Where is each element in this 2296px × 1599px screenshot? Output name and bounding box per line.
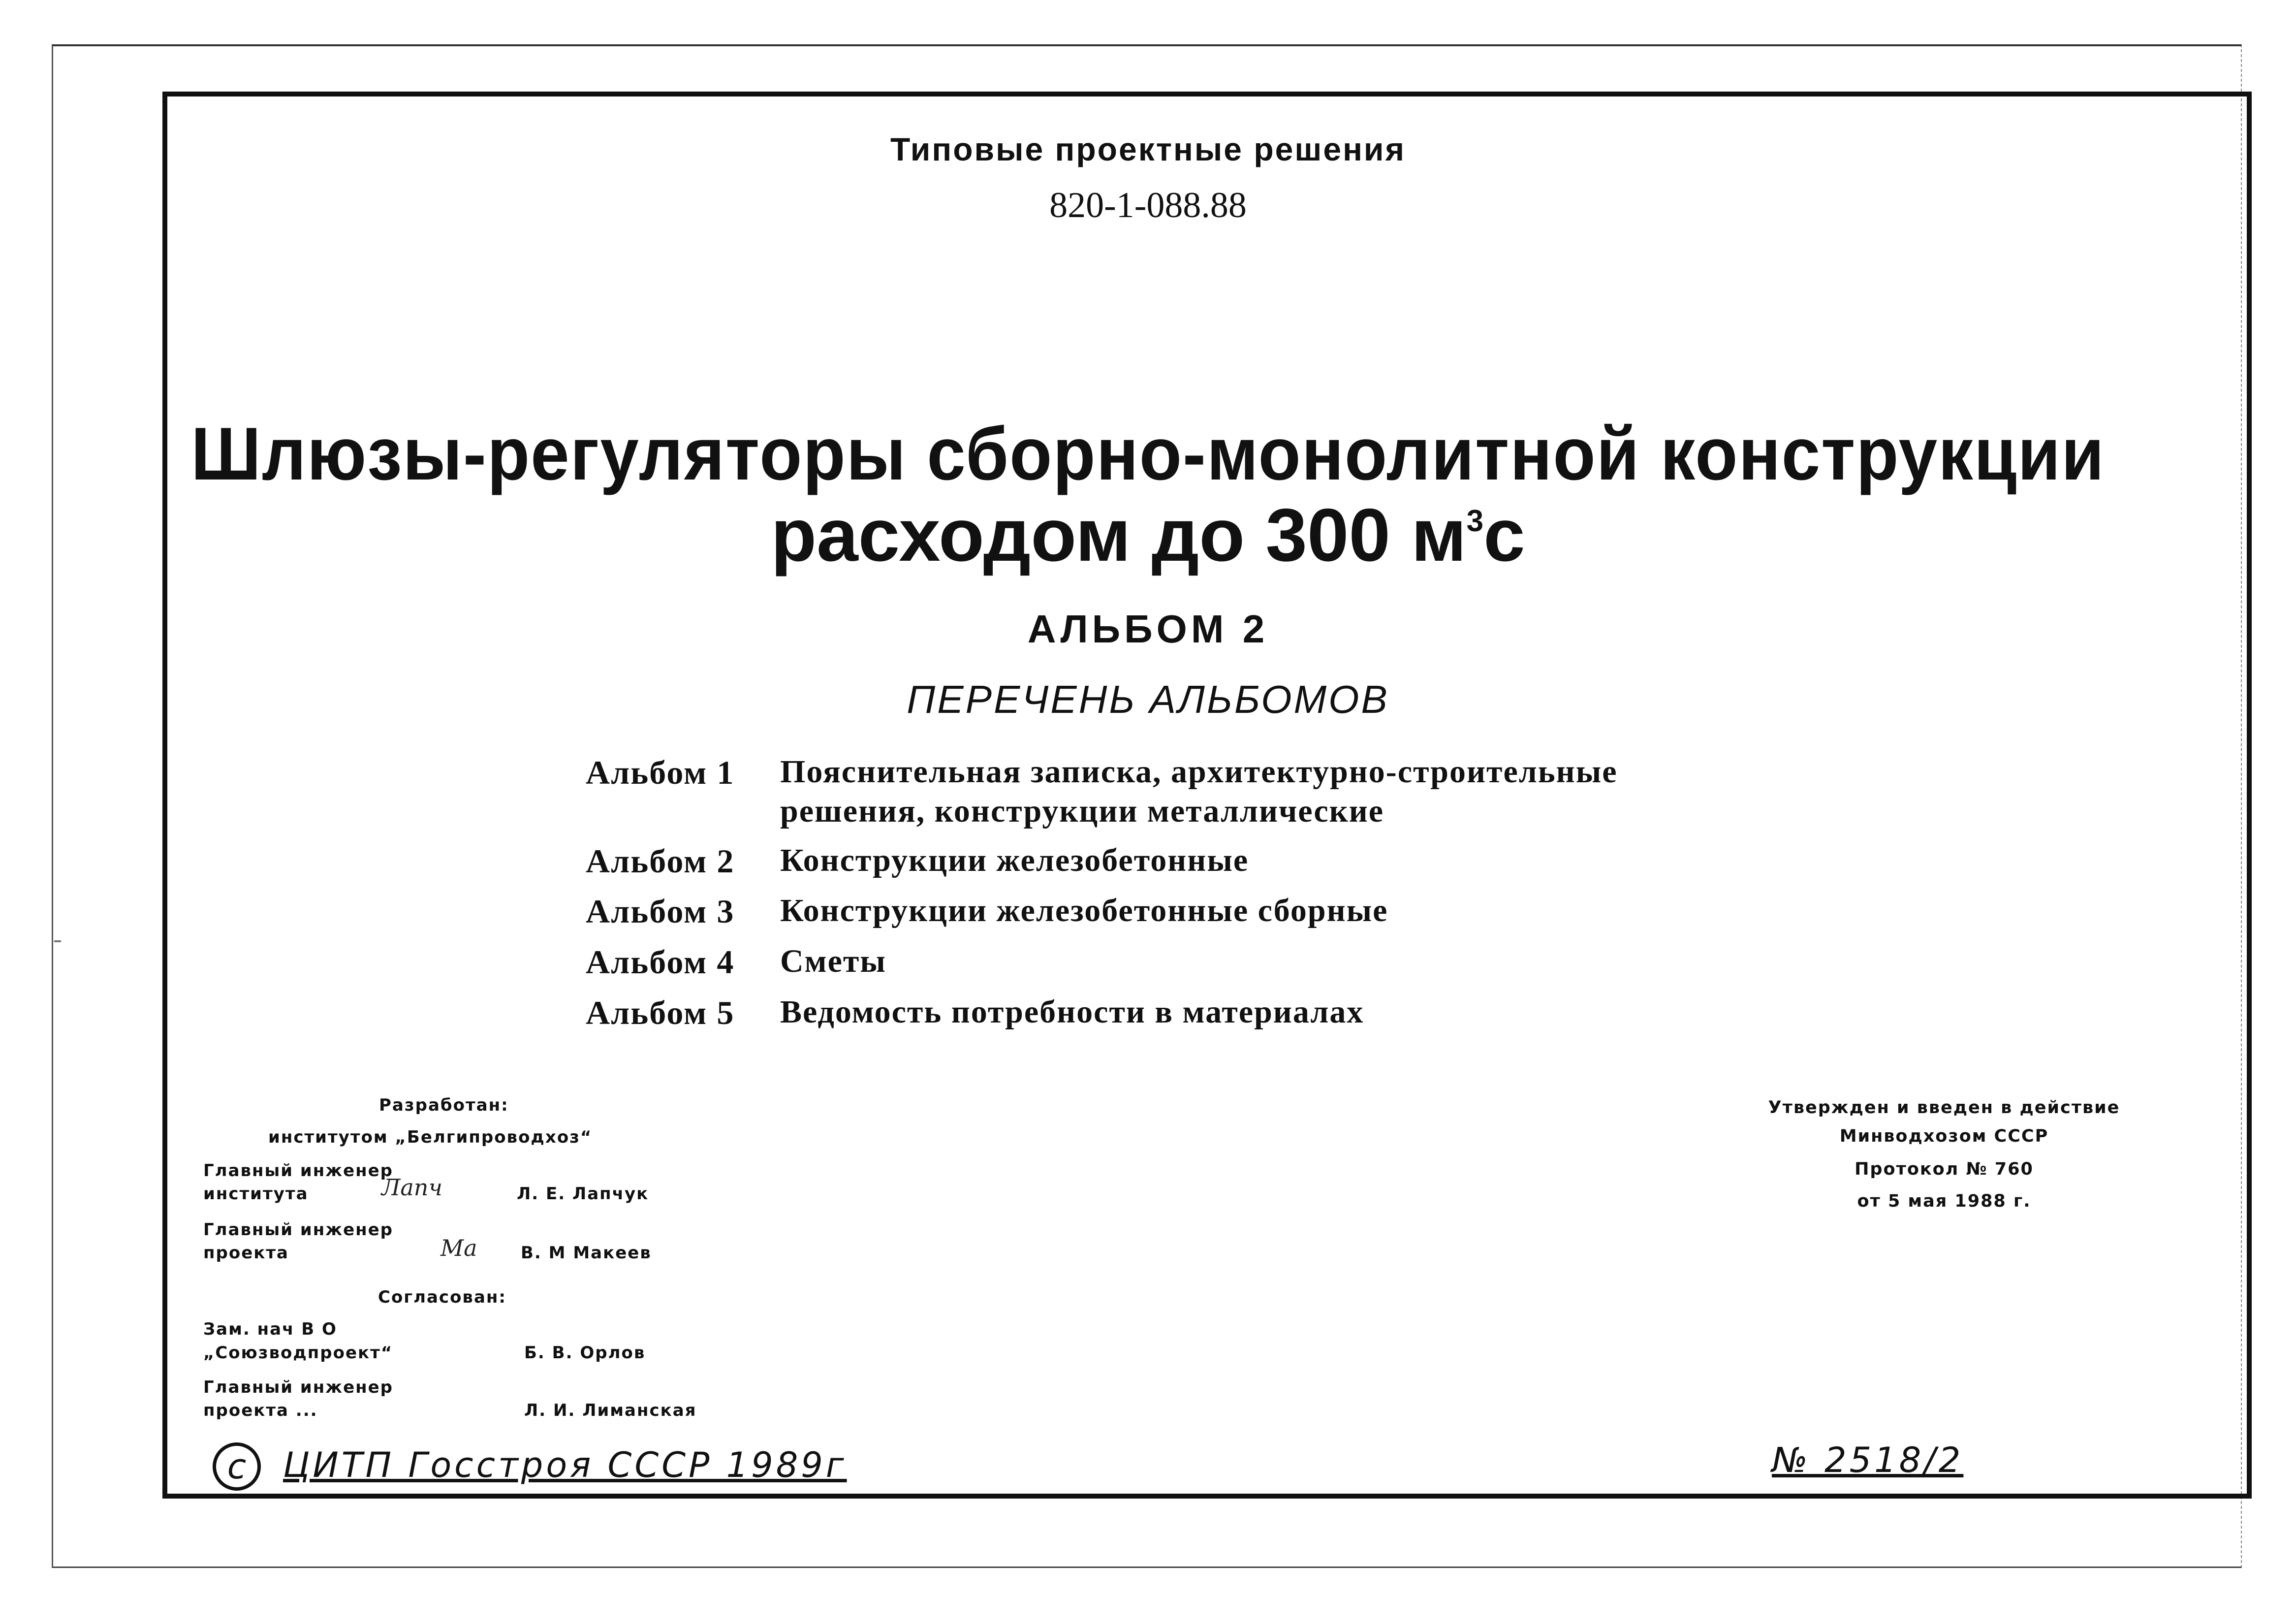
album-list-label-5: Альбом 5: [586, 994, 735, 1031]
approval-line-3: Протокол № 760: [1855, 1159, 2034, 1179]
document-title-line2: [0, 492, 2296, 578]
developed-institute: институтом „Белгипроводхоз“: [268, 1127, 593, 1147]
approval-line-4: от 5 мая 1988 г.: [1857, 1191, 2031, 1211]
copyright-symbol: c: [227, 1446, 247, 1487]
chief-engineer-institute-name: Л. Е. Лапчук: [517, 1184, 649, 1204]
title-line2-prefix: расходом до 300 м: [771, 493, 1467, 577]
signature-makeev: Ма: [440, 1235, 477, 1261]
chief-engineer-project-name: В. М Макеев: [521, 1243, 652, 1263]
album-list-text-4: Сметы: [780, 943, 886, 979]
approval-line-2: Минводхозом СССР: [1839, 1126, 2049, 1146]
album-list-label-2: Альбом 2: [586, 842, 735, 880]
document-code: 820-1-088.88: [1049, 185, 1247, 225]
margin-mark: [54, 940, 61, 942]
chief-engineer-project-title-1: Главный инженер: [203, 1220, 394, 1240]
document-title-line1: Шлюзы-регуляторы сборно-монолитной конструкции: [191, 412, 2105, 496]
chief-engineer-project2-title-2: проекта ...: [203, 1401, 318, 1420]
album-list-label-4: Альбом 4: [586, 943, 735, 981]
copyright-icon: [213, 1442, 261, 1491]
album-list-label-1: Альбом 1: [586, 754, 735, 791]
signature-lapchuk: Лапч: [381, 1174, 443, 1201]
chief-engineer-institute-title-2: института: [203, 1184, 309, 1204]
approval-line-1: Утвержден и введен в действие: [1768, 1098, 2120, 1118]
chief-engineer-institute-title-1: Главный инженер: [203, 1161, 394, 1181]
album-list-text-3: Конструкции железобетонные сборные: [780, 893, 1388, 928]
deputy-name: Б. В. Орлов: [524, 1343, 646, 1363]
agreed-heading: Согласован:: [378, 1287, 506, 1307]
deputy-title-2: „Союзводпроект“: [203, 1343, 393, 1363]
chief-engineer-project-title-2: проекта: [203, 1243, 289, 1263]
chief-engineer-project2-title-1: Главный инженер: [203, 1377, 394, 1397]
album-list-text-1: Пояснительная записка, архитектурно-строительные: [780, 754, 1618, 790]
album-list-text-5: Ведомость потребности в материалах: [780, 994, 1364, 1030]
title-unit-superscript: 3: [1466, 504, 1484, 538]
album-number: АЛЬБОМ 2: [1027, 607, 1269, 651]
title-line2-suffix: с: [1483, 493, 1525, 577]
copyright-text: ЦИТП Госстроя СССР 1989г: [283, 1445, 847, 1485]
album-list-text-1-cont: решения, конструкции металлические: [780, 793, 1384, 829]
album-list-label-3: Альбом 3: [586, 893, 735, 930]
series-heading: Типовые проектные решения: [890, 131, 1406, 167]
archive-number: № 2518/2: [1772, 1440, 1964, 1480]
developed-heading: Разработан:: [379, 1095, 509, 1115]
chief-engineer-project2-name: Л. И. Лиманская: [524, 1401, 697, 1420]
album-list-heading: ПЕРЕЧЕНЬ АЛЬБОМОВ: [907, 677, 1389, 721]
album-list-text-2: Конструкции железобетонные: [780, 842, 1249, 878]
deputy-title-1: Зам. нач В О: [203, 1319, 337, 1339]
